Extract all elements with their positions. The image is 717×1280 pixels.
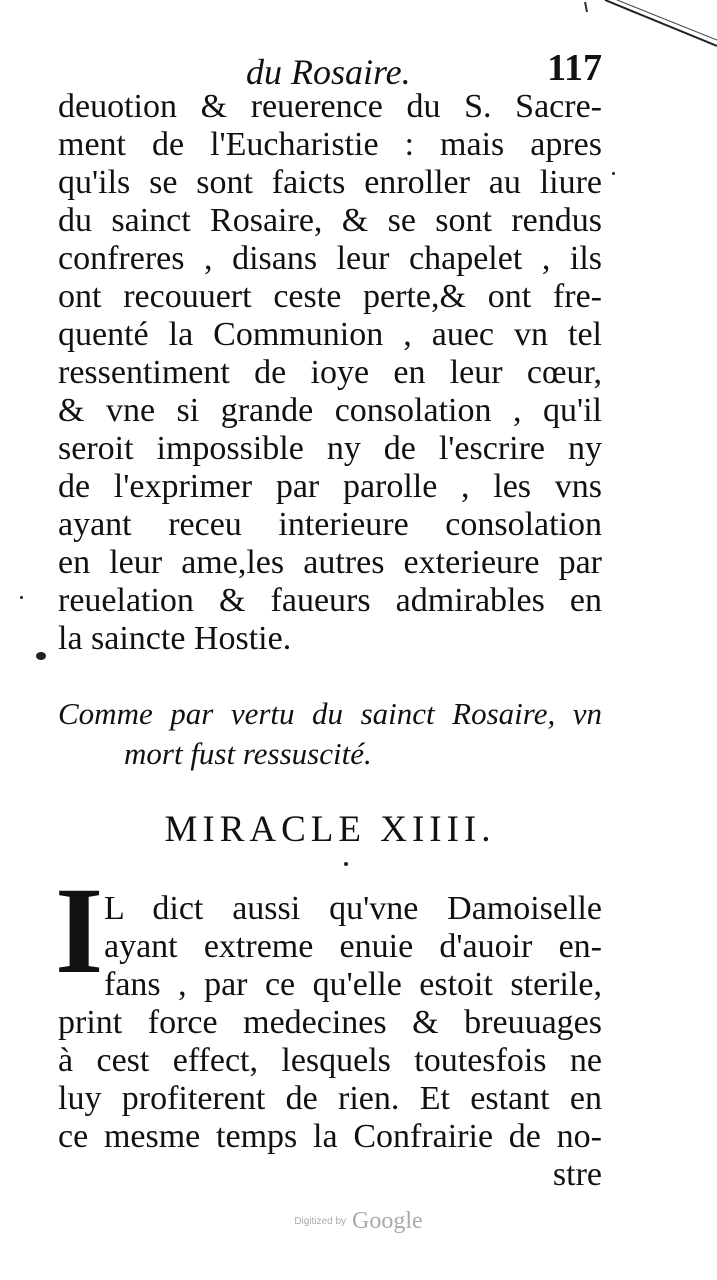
ink-spot [36,652,46,660]
text-line: ayant extreme enuie d'auoir en- [104,928,602,965]
text-line: seroit impossible ny de l'escrire ny [58,430,602,467]
text-line: du sainct Rosaire, & se sont rendus [58,202,602,239]
text-line: ayant receu interieure consolation [58,506,602,543]
digitization-credit [0,1208,717,1235]
text-line: confreres , disans leur chapelet , ils [58,240,602,277]
text-line: deuotion & reuerence du S. Sacre- [58,88,602,125]
text-line: en leur ame,les autres exterieure par [58,544,602,581]
text-line: luy profiterent de rien. Et estant en [58,1080,602,1117]
digitized-label: Digitized by [294,1216,347,1227]
catchword: stre [552,1156,602,1193]
text-line: ment de l'Eucharistie : mais apres [58,126,602,163]
text-line: ont recouuert ceste perte,& ont fre- [58,278,602,315]
page-number: 117 [547,47,602,89]
text-line: & vne si grande consolation , qu'il [58,392,602,429]
text-line: quenté la Communion , auec vn tel [58,316,602,353]
text-line: fans , par ce qu'elle estoit sterile, [104,966,602,1003]
ink-spot [344,862,348,866]
text-line: de l'exprimer par parolle , les vns [58,468,602,505]
ink-spot [20,596,23,599]
text-line: ce mesme temps la Confrairie de no- [58,1118,602,1155]
chapter-caption-line1: Comme par vertu du sainct Rosaire, vn [58,696,602,731]
text-line: print force medecines & breuuages [58,1004,602,1041]
text-line: L dict aussi qu'vne Damoiselle [104,890,602,927]
text-line: la saincte Hostie. [58,620,292,657]
text-line: ressentiment de ioye en leur cœur, [58,354,602,391]
chapter-caption-line2: mort fust ressuscité. [124,736,372,771]
text-line: reuelation & faueurs admirables en [58,582,602,619]
text-line: qu'ils se sont faicts enroller au liure [58,164,602,201]
ink-spot [612,172,615,175]
text-line: à cest effect, lesquels toutesfois ne [58,1042,602,1079]
miracle-heading: MIRACLE XIIII. [164,809,496,850]
running-head: du Rosaire. [246,52,411,92]
drop-cap: I [55,862,104,999]
google-label: Google [352,1208,423,1234]
